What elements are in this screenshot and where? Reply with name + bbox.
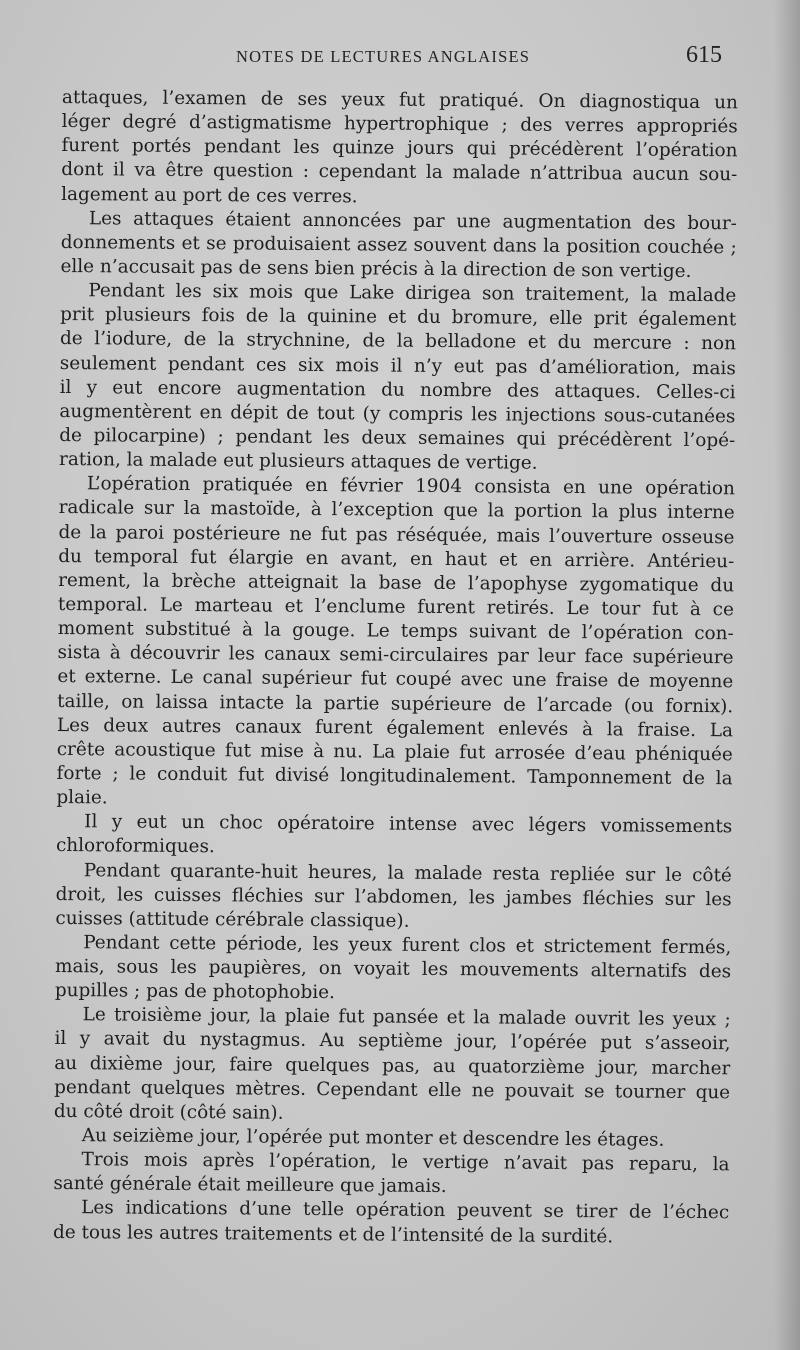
text-line: taille, on laissa intacte la partie supérieure de l’arcade (ou fornix). xyxy=(57,690,734,717)
running-title: NOTES DE LECTURES ANGLAISES xyxy=(236,47,531,66)
text-line: Le troisième jour, la plaie fut pansée et la malade ouvrit les yeux ; xyxy=(82,1004,731,1031)
text-line: seulement pendant ces six mois il n’y eut pas d’amélioration, mais xyxy=(59,352,736,379)
text-line: plaie. xyxy=(56,787,108,809)
text-line: au dixième jour, faire quelques pas, au quatorzième jour, marcher xyxy=(54,1052,731,1079)
text-line: Trois mois après l’opération, le vertige n’avait pas reparu, la xyxy=(81,1149,730,1176)
text-line: Au seizième jour, l’opérée put monter et descendre les étages. xyxy=(81,1125,665,1151)
text-line: santé générale était meilleure que jamais. xyxy=(53,1173,447,1198)
text-line: Les indications d’une telle opération peuvent se tirer de l’échec xyxy=(81,1197,730,1224)
text-line: augmentèrent en dépit de tout (y compris les injections sous-cutanées xyxy=(59,400,736,428)
text-line: forte ; le conduit fut divisé longitudinalement. Tamponnement de la xyxy=(56,762,733,790)
text-line: il y avait du nystagmus. Au septième jour, l’opérée put s’asseoir, xyxy=(54,1028,731,1055)
text-line: Les attaques étaient annoncées par une augmentation des bour- xyxy=(88,207,738,235)
text-line: chloroformiques. xyxy=(55,835,215,858)
page-number: 615 xyxy=(686,42,722,68)
text-line: radicale sur la mastoïde, à l’exception que la portion la plus interne xyxy=(58,497,735,524)
text-line: dont il va être question : cependant la malade n’attribua aucun sou- xyxy=(61,159,738,186)
text-line: sista à découvrir les canaux semi-circulaires par leur face supérieure xyxy=(57,642,734,669)
text-line: cuisses (attitude cérébrale classique). xyxy=(55,907,410,932)
text-line: de l’iodure, de la strychnine, de la belladone et du mercure : non xyxy=(59,328,737,355)
text-line: léger degré d’astigmatisme hypertrophique ; des verres appropriés xyxy=(61,111,738,138)
page-header xyxy=(0,44,800,74)
text-line: L’opération pratiquée en février 1904 consista en une opération xyxy=(86,473,735,500)
text-line: lagement au port de ces verres. xyxy=(61,183,358,207)
text-line: pupilles ; pas de photophobie. xyxy=(54,980,335,1004)
text-line: ration, la malade eut plusieurs attaques de vertige. xyxy=(58,449,538,474)
text-line: Pendant quarante-huit heures, la malade resta repliée sur le côté xyxy=(83,859,732,886)
text-line: de tous les autres traitements et de l’intensité de la surdité. xyxy=(52,1221,614,1247)
text-line: rement, la brèche atteignait la base de l’apophyse zygomatique du xyxy=(58,569,735,597)
text-line: prit plusieurs fois de la quinine et du bromure, elle prit également xyxy=(60,304,737,331)
text-line: et externe. Le canal supérieur fut coupé avec une fraise de moyenne xyxy=(57,666,734,693)
text-line: du temporal fut élargie en avant, en haut et en arrière. Antérieu- xyxy=(58,545,735,572)
text-line: attaques, l’examen de ses yeux fut pratiqué. On diagnostiqua un xyxy=(61,86,738,114)
text-line: Pendant cette période, les yeux furent clos et strictement fermés, xyxy=(83,932,732,959)
text-line: Les deux autres canaux furent également enlevés à la fraise. La xyxy=(56,714,734,741)
text-line: crête acoustique fut mise à nu. La plaie fut arrosée d’eau phéniquée xyxy=(56,738,733,766)
text-line: elle n’accusait pas de sens bien précis à la direction de son vertige. xyxy=(60,255,692,282)
text-line: Pendant les six mois que Lake dirigea son traitement, la malade xyxy=(88,280,737,307)
text-line: du côté droit (côté sain). xyxy=(53,1100,284,1124)
text-line: pendant quelques mètres. Cependant elle ne pouvait se tourner que xyxy=(54,1076,731,1104)
text-line: droit, les cuisses fléchies sur l’abdomen, les jambes fléchies sur les xyxy=(55,883,732,910)
text-line: Il y eut un choc opératoire intense avec légers vomissements xyxy=(84,811,733,838)
page-edge-shadow xyxy=(774,0,800,1350)
text-line: il y eut encore augmentation du nombre des attaques. Celles-ci xyxy=(59,376,736,403)
body-text xyxy=(53,86,738,1250)
text-line: moment substitué à la gouge. Le temps suivant de l’opération con- xyxy=(57,618,734,645)
text-line: temporal. Le marteau et l’enclume furent retirés. Le tour fut à ce xyxy=(57,593,734,621)
text-line: de pilocarpine) ; pendant les deux semaines qui précédèrent l’opé- xyxy=(59,424,736,452)
text-line: donnements et se produisaient assez souvent dans la position couchée ; xyxy=(60,231,737,259)
text-line: mais, sous les paupières, on voyait les mouvements alternatifs des xyxy=(55,956,732,983)
text-line: furent portés pendant les quinze jours qui précédèrent l’opération xyxy=(61,135,738,162)
text-line: de la paroi postérieure ne fut pas réséquée, mais l’ouverture osseuse xyxy=(58,521,735,548)
